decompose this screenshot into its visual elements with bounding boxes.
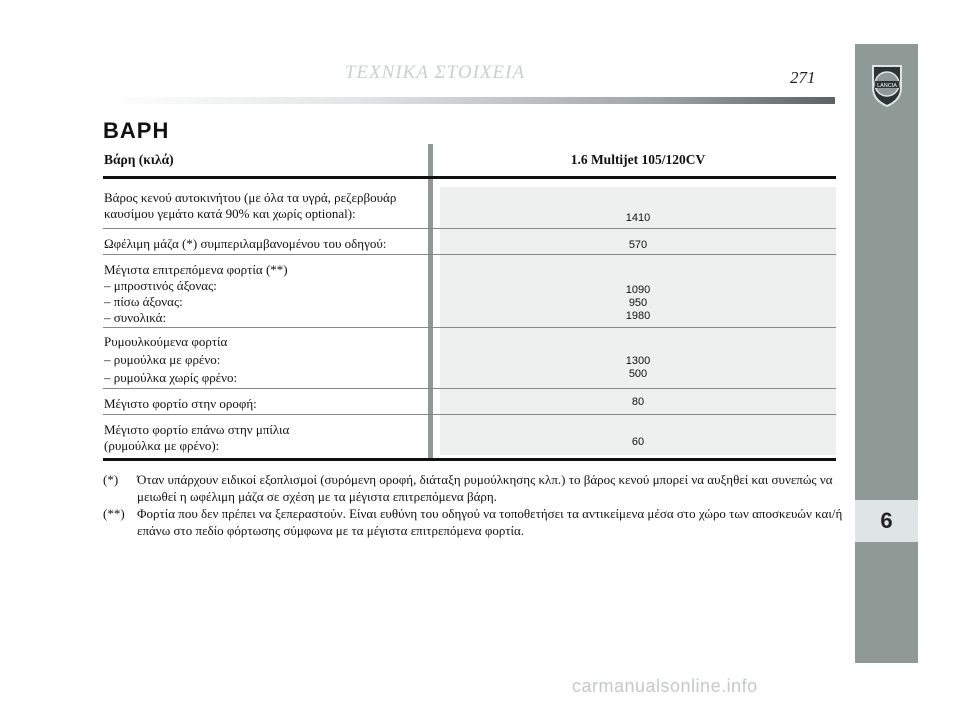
site-watermark: carmanualsonline.info <box>572 676 758 696</box>
table-row-value <box>440 212 836 225</box>
column-header-left: Βάρη (κιλά) <box>104 152 174 167</box>
column-divider <box>428 144 433 460</box>
label-line: – μπροστινός άξονας: <box>104 278 217 293</box>
table-row-value <box>440 239 836 252</box>
label-line: Ωφέλιμη μάζα (*) συμπεριλαμβανομένου του οδηγού: <box>104 236 387 251</box>
row-divider <box>103 388 836 389</box>
label-line: καυσίμου γεμάτο κατά 90% και χωρίς optional): <box>104 206 356 221</box>
value-line: 950 <box>628 297 648 309</box>
row-divider <box>103 327 836 328</box>
label-line: – πίσω άξονας: <box>104 294 183 309</box>
row-divider <box>103 414 836 415</box>
label-line: Μέγιστα επιτρεπόμενα φορτία (**) <box>104 262 288 277</box>
label-line: – ρυμούλκα με φρένο: <box>104 352 221 367</box>
table-row-label <box>104 262 288 326</box>
value-line: 1410 <box>625 212 651 224</box>
column-header-right: 1.6 Multijet 105/120CV <box>570 152 706 167</box>
page-number: 271 <box>790 68 816 87</box>
table-row-value <box>440 284 836 323</box>
header-rule <box>100 97 835 104</box>
label-line: Μέγιστο φορτίο στην οροφή: <box>104 396 257 411</box>
value-line: 500 <box>628 368 648 380</box>
table-bottom-rule <box>103 458 836 461</box>
footnote-text: Όταν υπάρχουν ειδικοί εξοπλισμοί (συρόμενη οροφή, διάταξη ρυμούλκησης κλπ.) το βάρος κενού μπορεί να αυξηθεί και συνεπώς να μειωθεί η ωφέλιμη μάζα σε σχέση με τα μέγιστα επιτρεπόμενα βάρη. <box>137 472 833 504</box>
label-line: Ρυμουλκούμενα φορτία <box>104 334 228 349</box>
label-line: Βάρος κενού αυτοκινήτου (με όλα τα υγρά, ρεζερβουάρ <box>104 190 397 205</box>
value-line: 570 <box>628 239 648 251</box>
lancia-logo-icon <box>867 62 907 108</box>
value-line: 1300 <box>625 355 651 367</box>
row-divider <box>103 254 836 255</box>
value-line: 60 <box>631 436 645 448</box>
chapter-number-tab[interactable]: 6 <box>855 500 918 542</box>
value-line: 80 <box>631 396 645 408</box>
footnote-marker: (*) <box>103 472 119 487</box>
running-header-title: ΤΕΧΝΙΚΑ ΣΤΟΙΧΕΙΑ <box>344 62 526 83</box>
table-row-label <box>104 236 386 252</box>
table-row-label <box>104 422 289 454</box>
value-line: 1090 <box>625 284 651 296</box>
row-divider <box>103 228 836 229</box>
label-line: – συνολικά: <box>104 310 167 325</box>
footnote-text: Φορτία που δεν πρέπει να ξεπεραστούν. Είναι ευθύνη του οδηγού να τοποθετήσει τα αντικείμενα μέσα στο χώρο των αποσκευών και/ή επάνω στο πεδίο φόρτωσης σύμφωνα με τα μέγιστα επιτρεπόμενα φορτία. <box>137 506 843 538</box>
value-line: 1980 <box>625 310 651 322</box>
table-row-value <box>440 355 836 381</box>
label-line: Μέγιστο φορτίο επάνω στην μπίλια <box>104 422 290 437</box>
label-line: (ρυμούλκα με φρένο): <box>104 438 220 453</box>
footnote <box>103 505 872 539</box>
table-top-rule <box>103 176 836 179</box>
table-row-label <box>104 334 237 386</box>
section-title: ΒΑΡΗ <box>103 118 170 143</box>
footnote <box>103 471 872 505</box>
table-row-label <box>104 396 257 412</box>
table-row-value <box>440 396 836 409</box>
chapter-side-tab <box>855 44 918 663</box>
label-line: – ρυμούλκα χωρίς φρένο: <box>104 370 238 385</box>
footnote-marker: (**) <box>103 506 125 521</box>
logo-text: LANCIA <box>877 83 897 89</box>
table-row-label <box>104 190 396 222</box>
table-row-value <box>440 436 836 449</box>
